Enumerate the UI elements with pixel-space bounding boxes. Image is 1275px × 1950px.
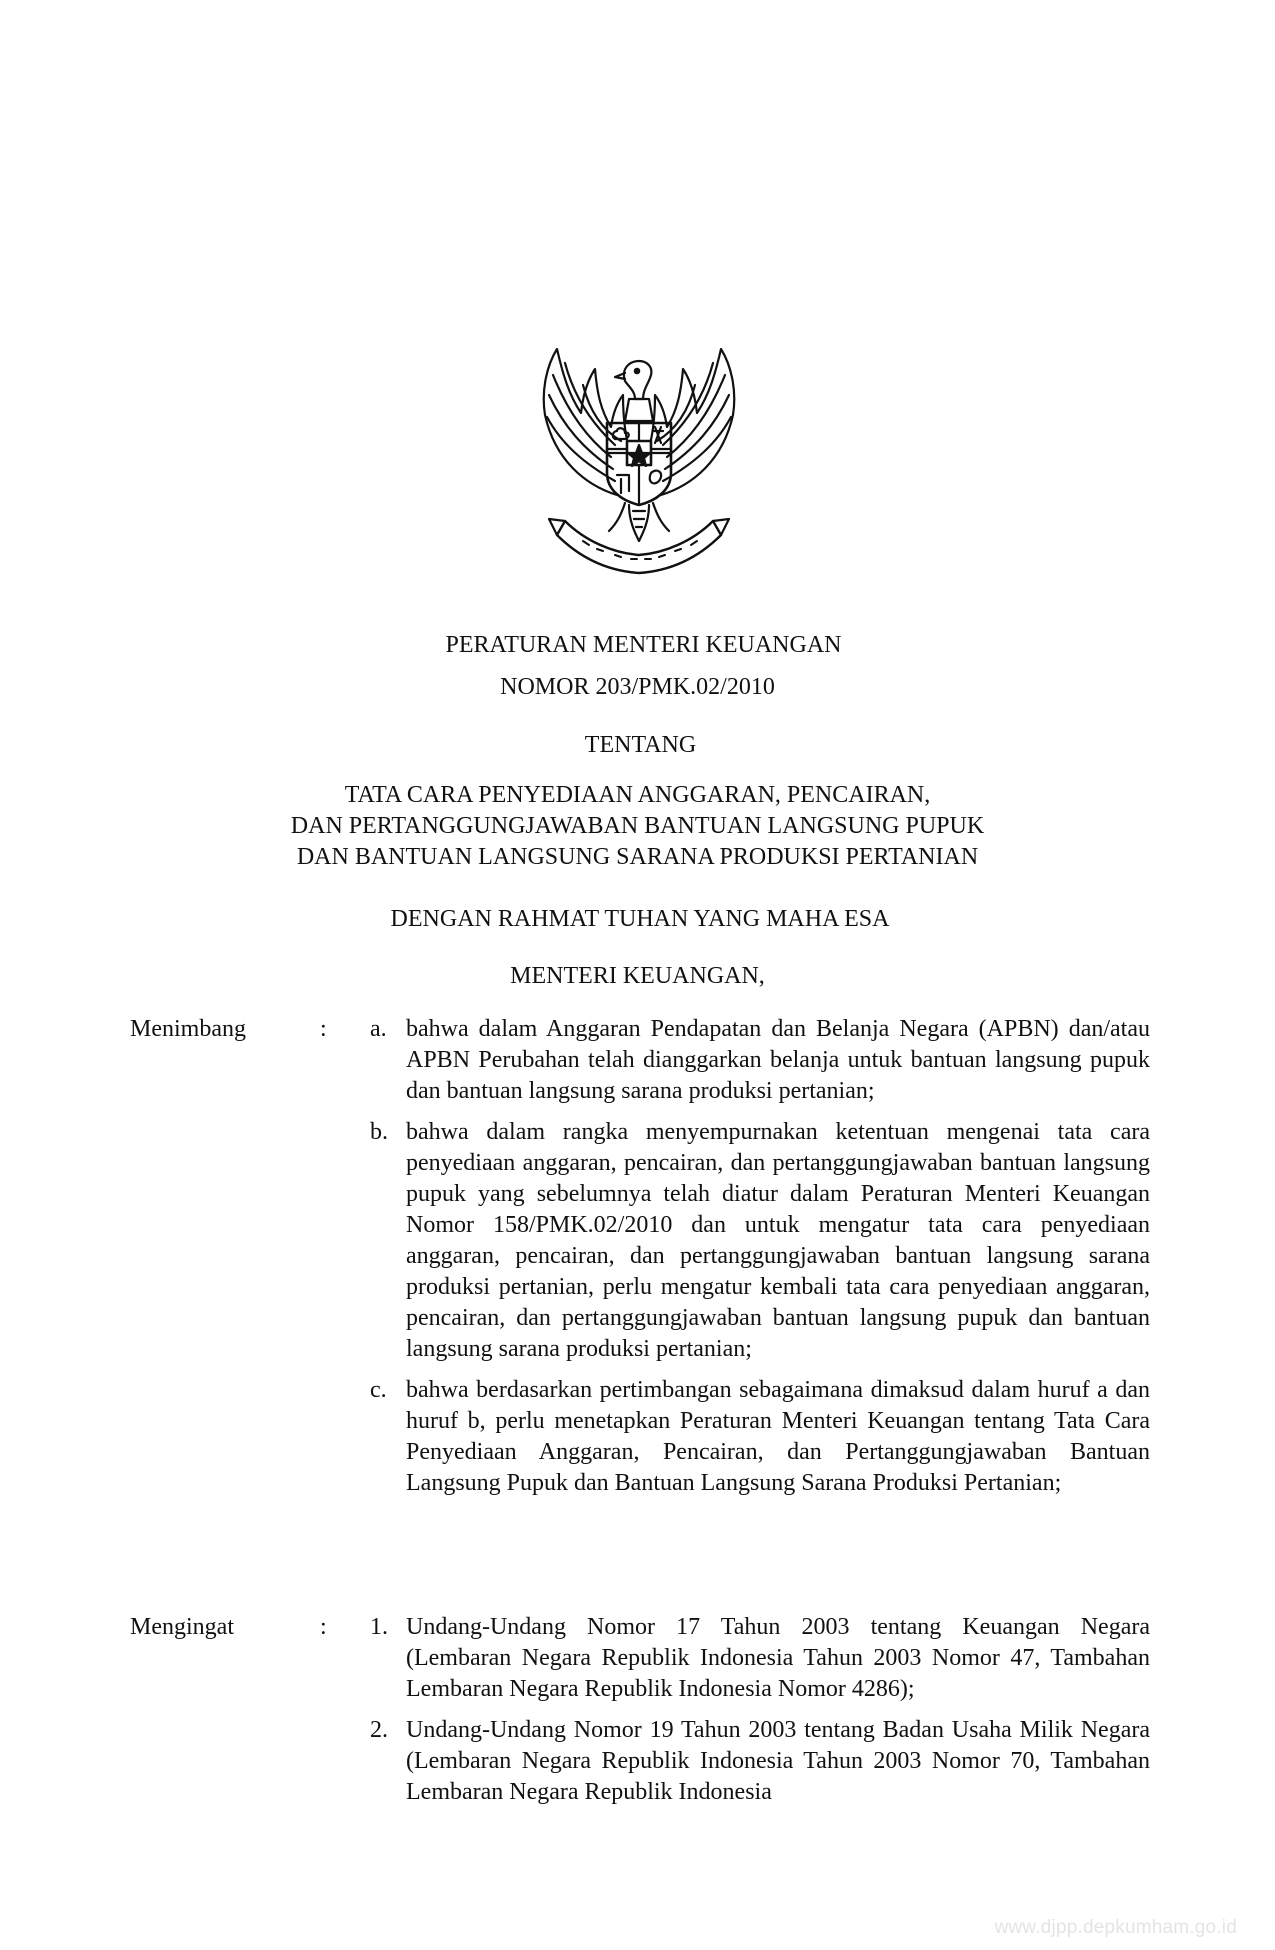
menimbang-colon: :: [320, 1016, 327, 1042]
mengingat-item: [370, 1612, 1150, 1705]
item-marker: a.: [370, 1016, 387, 1042]
item-marker: b.: [370, 1119, 388, 1145]
item-text: bahwa dalam Anggaran Pendapatan dan Belanja Negara (APBN) dan/atau APBN Perubahan telah dianggarkan belanja untuk bantuan langsung pupuk dan bantuan langsung sarana produksi pertanian;: [406, 1016, 1150, 1104]
regulation-title: PERATURAN MENTERI KEUANGAN: [445, 632, 842, 658]
menteri-heading: MENTERI KEUANGAN,: [510, 963, 765, 989]
watermark: www.djpp.depkumham.go.id: [994, 1917, 1237, 1938]
item-marker: 2.: [370, 1717, 388, 1743]
mengingat-item: [370, 1715, 1150, 1808]
mengingat-label: Mengingat: [130, 1614, 234, 1640]
mengingat-list: [370, 1612, 1150, 1818]
rahmat-heading: DENGAN RAHMAT TUHAN YANG MAHA ESA: [390, 906, 890, 932]
item-text: Undang-Undang Nomor 19 Tahun 2003 tentang Badan Usaha Milik Negara (Lembaran Negara Republik Indonesia Tahun 2003 Nomor 70, Tambahan Lembaran Negara Republik Indonesia: [406, 1717, 1150, 1805]
subject-line: DAN PERTANGGUNGJAWABAN BANTUAN LANGSUNG PUPUK: [290, 813, 985, 839]
regulation-subject: [0, 780, 1275, 873]
menimbang-list: [370, 1014, 1150, 1509]
item-marker: c.: [370, 1377, 387, 1403]
tentang-heading: TENTANG: [584, 732, 697, 758]
item-text: bahwa berdasarkan pertimbangan sebagaimana dimaksud dalam huruf a dan huruf b, perlu menetapkan Peraturan Menteri Keuangan tentang Tata Cara Penyediaan Anggaran, Pencairan, dan Pertanggungjawaban Bantuan Langsung Pupuk dan Bantuan Langsung Sarana Produksi Pertanian;: [406, 1377, 1150, 1496]
menimbang-label: Menimbang: [130, 1016, 246, 1042]
item-marker: 1.: [370, 1614, 388, 1640]
item-text: bahwa dalam rangka menyempurnakan ketentuan mengenai tata cara penyediaan anggaran, pencairan, dan pertanggungjawaban bantuan langsung pupuk yang sebelumnya telah diatur dalam Peraturan Menteri Keuangan Nomor 158/PMK.02/2010 dan untuk mengatur tata cara penyediaan anggaran, pencairan, dan pertanggungjawaban bantuan langsung sarana produksi pertanian, perlu mengatur kembali tata cara penyediaan anggaran, pencairan, dan pertanggungjawaban bantuan langsung pupuk dan bantuan langsung sarana produksi pertanian;: [406, 1119, 1150, 1362]
menimbang-item: [370, 1014, 1150, 1107]
garuda-pancasila-emblem-icon: [525, 345, 753, 578]
item-text: Undang-Undang Nomor 17 Tahun 2003 tentang Keuangan Negara (Lembaran Negara Republik Indonesia Tahun 2003 Nomor 47, Tambahan Lembaran Negara Republik Indonesia Nomor 4286);: [406, 1614, 1150, 1702]
mengingat-colon: :: [320, 1614, 327, 1640]
subject-line: DAN BANTUAN LANGSUNG SARANA PRODUKSI PERTANIAN: [296, 844, 979, 870]
menimbang-item: [370, 1375, 1150, 1499]
subject-line: TATA CARA PENYEDIAAN ANGGARAN, PENCAIRAN,: [344, 782, 931, 808]
regulation-number: NOMOR 203/PMK.02/2010: [500, 674, 775, 700]
menimbang-item: [370, 1117, 1150, 1365]
